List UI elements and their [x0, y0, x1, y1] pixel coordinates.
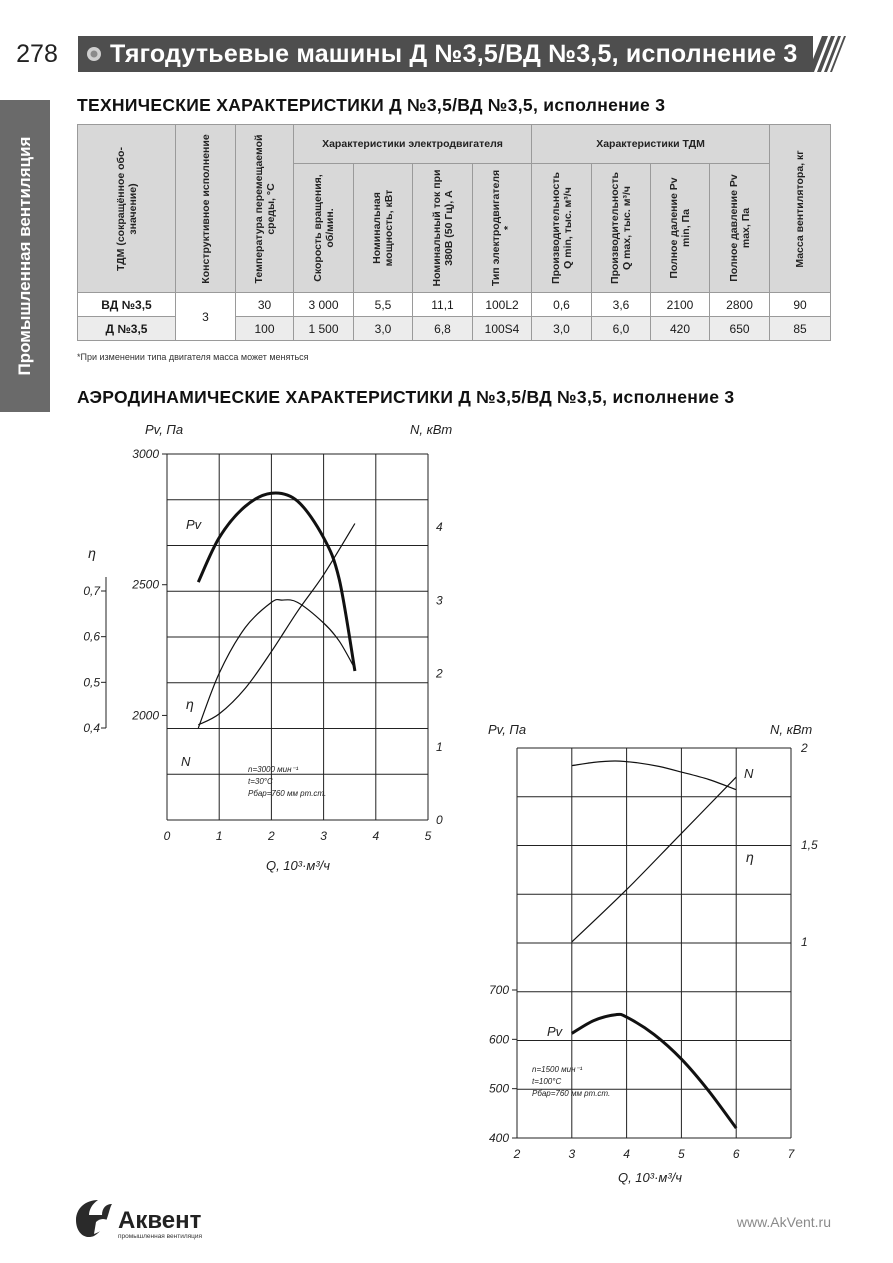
chart-annotation: Pбар=760 мм рт.ст.	[248, 789, 327, 798]
cell-qmin: 3,0	[532, 317, 592, 341]
x-tick-label: 0	[163, 829, 171, 843]
x-tick-label: 3	[568, 1147, 576, 1161]
page-title: Тягодутьевые машины Д №3,5/ВД №3,5, исполнение 3	[110, 40, 798, 68]
section-title-aero: АЭРОДИНАМИЧЕСКИЕ ХАРАКТЕРИСТИКИ Д №3,5/ВД №3,5, исполнение 3	[77, 387, 735, 407]
col-header-motor-type: Тип электродвигателя *	[473, 164, 532, 293]
series-label-eta: η	[746, 849, 754, 865]
y-axis-label-n: N, кВт	[410, 422, 453, 437]
cell-motor: 100S4	[473, 317, 532, 341]
pv-tick-label: 2500	[132, 577, 159, 592]
chart-annotation: t=100°C	[532, 1077, 562, 1086]
cell-pvmin: 2100	[651, 293, 710, 317]
cell-execution: 3	[176, 293, 236, 341]
n-tick-label: 2	[801, 741, 808, 755]
table-footnote: *При изменении типа двигателя масса может меняться	[77, 352, 309, 362]
series-label-n: N	[181, 754, 191, 769]
series-line-eta	[572, 761, 736, 790]
cell-speed: 3 000	[294, 293, 354, 317]
cell-power: 5,5	[354, 293, 413, 317]
cell-current: 11,1	[413, 293, 473, 317]
cell-name: ВД №3,5	[78, 293, 176, 317]
eta-tick-label: 0,6	[83, 629, 100, 644]
brand-sub: промышленная вентиляция	[118, 1233, 202, 1240]
col-header-power: Номинальная мощность, кВт	[354, 164, 413, 293]
x-tick-label: 2	[268, 829, 275, 843]
x-tick-label: 5	[424, 829, 432, 843]
eta-tick-label: 0,5	[83, 675, 100, 690]
n-tick-label: 1,5	[801, 838, 818, 852]
pv-tick-label: 600	[488, 1032, 509, 1047]
series-line-pv	[572, 1014, 736, 1128]
series-label-pv: Pv	[547, 1024, 563, 1039]
col-header-qmax: Производительность Q max, тыс. м³/ч	[592, 164, 651, 293]
pv-tick-label: 2000	[132, 708, 159, 723]
y-axis-label-n: N, кВт	[770, 722, 813, 737]
n-tick-label: 0	[436, 813, 443, 827]
eta-axis-label: η	[88, 545, 96, 561]
col-header-temperature: Температура перемещаемой среды, °С	[236, 125, 294, 293]
chart-annotation: n=3000 мин⁻¹	[248, 765, 299, 774]
series-line-eta	[198, 600, 355, 728]
cell-pvmin: 420	[651, 317, 710, 341]
y-axis-label-pv: Pv, Па	[145, 422, 184, 437]
pv-tick-label: 700	[488, 983, 509, 997]
n-tick-label: 1	[436, 739, 443, 754]
eta-tick-label: 0,7	[83, 584, 100, 598]
col-header-execution: Конструктивное исполнение	[176, 125, 236, 293]
x-axis-label: Q, 10³·м³/ч	[617, 1170, 683, 1185]
group-header-tdm: Характеристики ТДМ	[532, 125, 770, 164]
x-tick-label: 3	[320, 829, 327, 843]
brand-name: Аквент	[118, 1207, 202, 1234]
series-label-eta: η	[186, 696, 194, 712]
x-axis-label: Q, 10³·м³/ч	[265, 858, 331, 873]
cell-qmin: 0,6	[532, 293, 592, 317]
col-header-tdm: ТДМ (сокращённое обо-значение)	[78, 125, 176, 293]
n-tick-label: 2	[436, 666, 443, 681]
cell-pvmax: 650	[710, 317, 770, 341]
chart-annotation: n=1500 мин⁻¹	[532, 1065, 583, 1074]
brand-logo	[72, 1198, 202, 1247]
cell-pvmax: 2800	[710, 293, 770, 317]
cell-name: Д №3,5	[78, 317, 176, 341]
pv-tick-label: 3000	[132, 447, 159, 461]
x-tick-label: 4	[372, 829, 380, 843]
x-tick-label: 7	[787, 1147, 795, 1161]
col-header-mass: Масса вентилятора, кг	[770, 125, 831, 293]
x-tick-label: 1	[215, 829, 223, 843]
cell-speed: 1 500	[294, 317, 354, 341]
cell-temp: 30	[236, 293, 294, 317]
series-line-n	[572, 777, 736, 942]
site-url: www.AkVent.ru	[736, 1214, 831, 1230]
cell-temp: 100	[236, 317, 294, 341]
n-tick-label: 3	[436, 593, 443, 608]
chart-annotation: Pбар=760 мм рт.ст.	[532, 1089, 611, 1098]
pv-tick-label: 400	[488, 1131, 509, 1145]
chart-annotation: t=30°C	[248, 777, 273, 786]
cell-qmax: 6,0	[592, 317, 651, 341]
cell-power: 3,0	[354, 317, 413, 341]
section-title-tech: ТЕХНИЧЕСКИЕ ХАРАКТЕРИСТИКИ Д №3,5/ВД №3,5, исполнение 3	[77, 95, 666, 115]
cell-current: 6,8	[413, 317, 473, 341]
cell-mass: 85	[770, 317, 831, 341]
x-tick-label: 6	[732, 1147, 740, 1161]
y-axis-label-pv: Pv, Па	[488, 722, 527, 737]
page-number: 278	[16, 39, 58, 68]
col-header-qmin: Производительность Q min, тыс. м³/ч	[532, 164, 592, 293]
series-label-n: N	[744, 766, 754, 781]
n-tick-label: 1	[801, 935, 808, 949]
x-tick-label: 4	[623, 1147, 630, 1161]
akvent-logo-icon	[72, 1198, 202, 1242]
col-header-speed: Скорость вращения, об/мин.	[294, 164, 354, 293]
cell-motor: 100L2	[473, 293, 532, 317]
pv-tick-label: 500	[488, 1081, 509, 1096]
group-header-motor: Характеристики электродвигателя	[294, 125, 532, 164]
eta-tick-label: 0,4	[83, 721, 100, 735]
n-tick-label: 4	[436, 520, 443, 535]
cell-qmax: 3,6	[592, 293, 651, 317]
x-tick-label: 2	[513, 1147, 521, 1161]
side-tab-label: Промышленная вентиляция	[15, 136, 34, 376]
col-header-current: Номинальный ток при 380В (50 Гц), А	[413, 164, 473, 293]
col-header-pvmin: Полное даление Pv min, Па	[651, 164, 710, 293]
x-tick-label: 5	[678, 1147, 685, 1161]
series-label-pv: Pv	[186, 517, 202, 532]
cell-mass: 90	[770, 293, 831, 317]
col-header-pvmax: Полное давление Pv max, Па	[710, 164, 770, 293]
